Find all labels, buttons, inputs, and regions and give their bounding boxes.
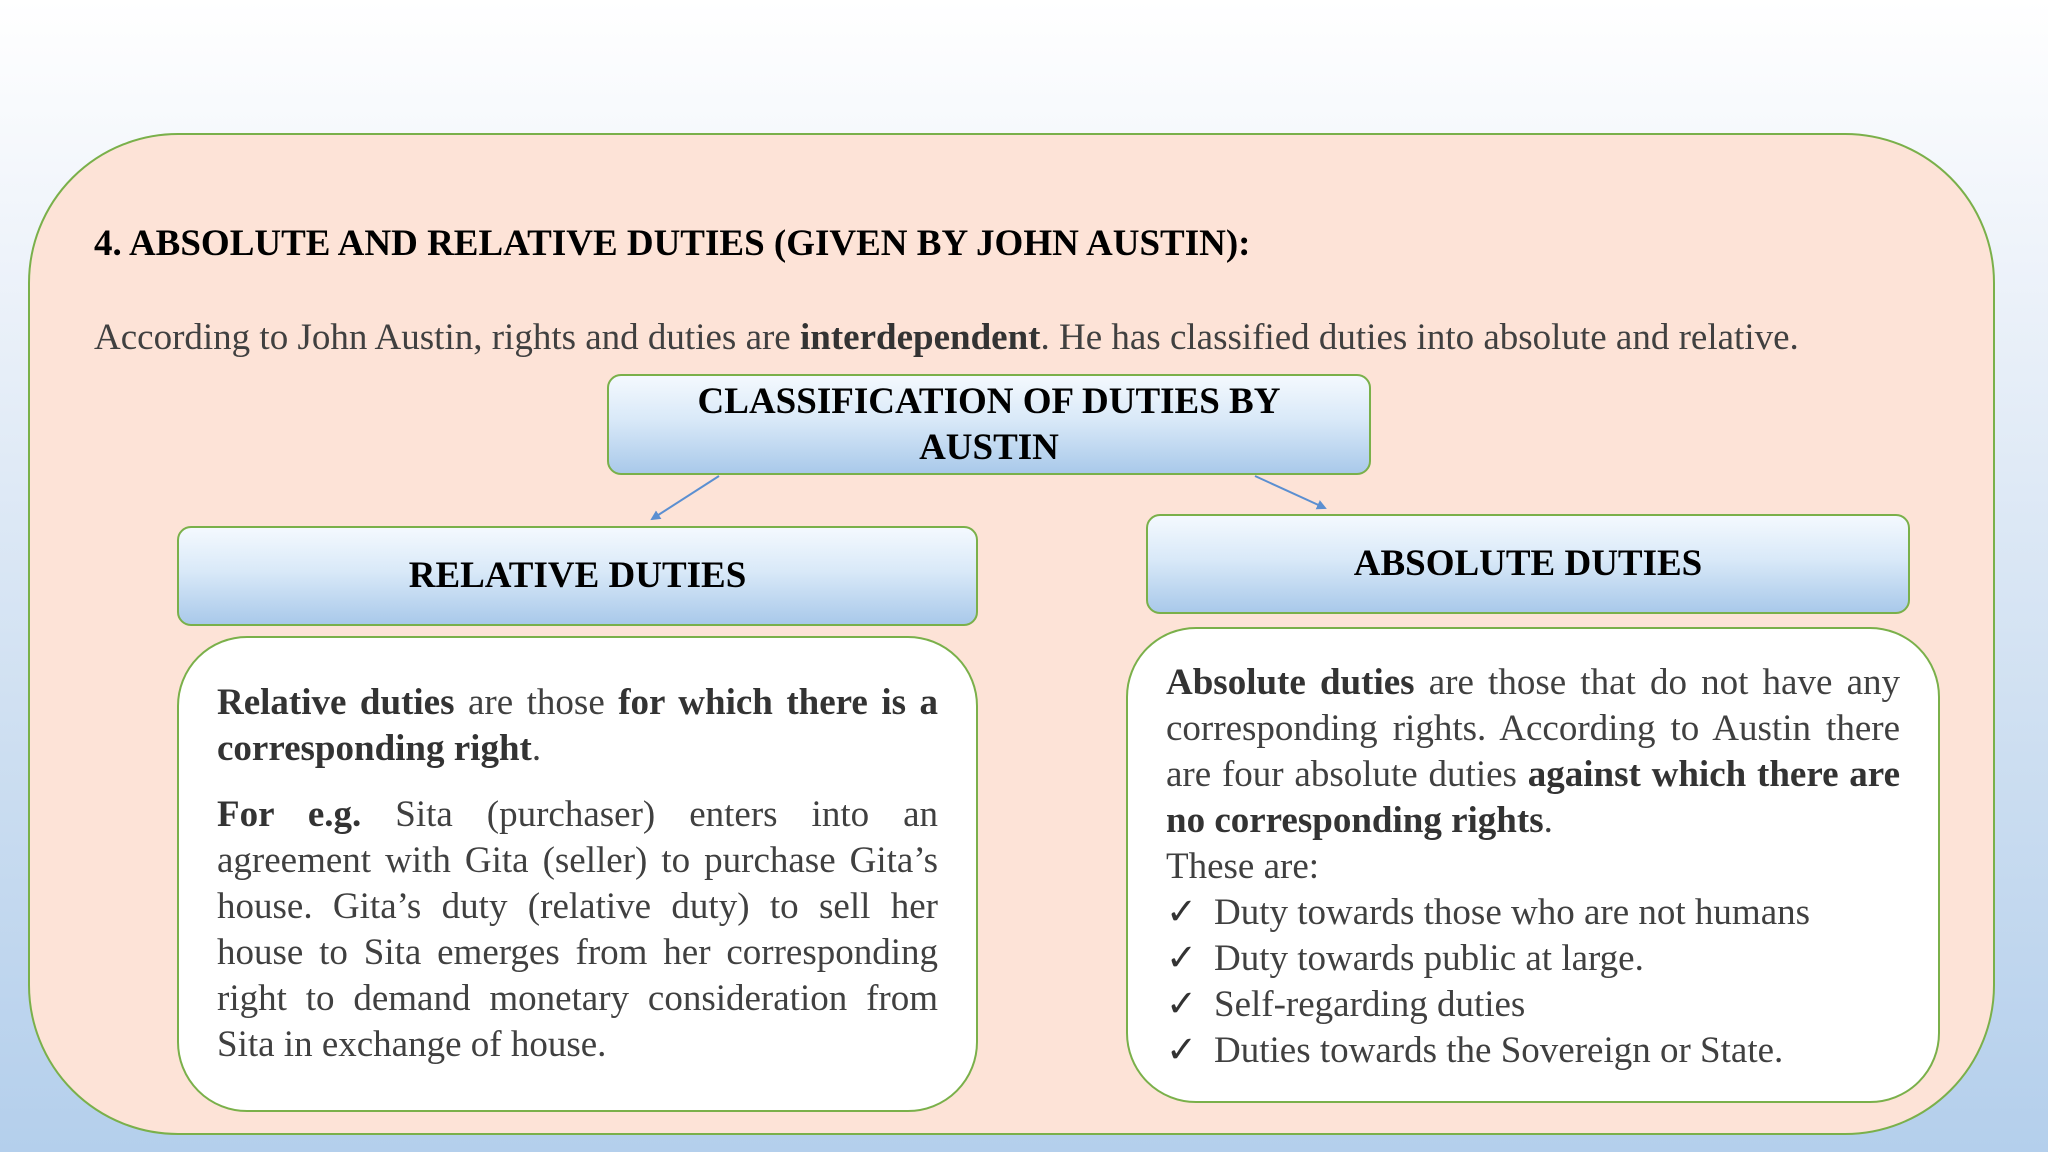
intro-text-start: According to John Austin, rights and duties are [94, 317, 800, 358]
intro-text-end: . He has classified duties into absolute and relative. [1040, 317, 1799, 358]
absolute-duties-title: ABSOLUTE DUTIES [1353, 543, 1703, 584]
list-item-text: Self-regarding duties [1214, 984, 1526, 1025]
relative-term: Relative duties [217, 682, 455, 723]
absolute-duties-list [1166, 890, 1900, 1074]
list-intro: These are: [1166, 846, 1320, 887]
absolute-def-emphasis: against which there are no corresponding rights [1166, 754, 1900, 841]
relative-definition [217, 680, 938, 772]
example-text: Sita (purchaser) enters into an agreement with Gita (seller) to purchase Gita’s house. Gita’s duty (relative duty) to sell her house to Sita emerges from her corresponding right to demand monetary consideration from Sita in exchange of house. [217, 794, 938, 1065]
relative-example [217, 792, 938, 1068]
absolute-term: Absolute duties [1166, 662, 1415, 703]
list-item [1166, 982, 1900, 1028]
check-icon: ✓ [1166, 1030, 1198, 1071]
check-icon: ✓ [1166, 892, 1198, 933]
absolute-def-text: are those that do not have any corresponding rights. According to Austin there are four absolute duties [1166, 662, 1900, 795]
list-item-text: Duty towards those who are not humans [1214, 892, 1811, 933]
list-item [1166, 1028, 1900, 1074]
absolute-def-end: . [1543, 800, 1553, 841]
arrow-to-relative [652, 476, 719, 519]
absolute-definition [1166, 660, 1900, 844]
list-item-text: Duties towards the Sovereign or State. [1214, 1030, 1784, 1071]
arrow-to-absolute [1255, 476, 1325, 508]
classification-root-title: CLASSIFICATION OF DUTIES BY AUSTIN [697, 380, 1281, 468]
relative-duties-header [177, 526, 978, 626]
absolute-duties-box [1126, 627, 1940, 1103]
list-item [1166, 936, 1900, 982]
check-icon: ✓ [1166, 938, 1198, 979]
relative-duties-title: RELATIVE DUTIES [408, 555, 747, 596]
relative-def-end: . [531, 728, 542, 769]
relative-def-emphasis: for which there is a corresponding right [217, 682, 938, 769]
intro-text-emphasis: interdependent [799, 317, 1041, 358]
example-label: For e.g. [217, 794, 362, 835]
slide-heading: 4. ABSOLUTE AND RELATIVE DUTIES (GIVEN BY JOHN AUSTIN): [94, 223, 1251, 264]
list-item [1166, 890, 1900, 936]
relative-duties-box [177, 636, 978, 1112]
check-icon: ✓ [1166, 984, 1198, 1025]
list-item-text: Duty towards public at large. [1214, 938, 1644, 979]
relative-def-text: are those [454, 682, 619, 723]
absolute-duties-header [1146, 514, 1910, 614]
